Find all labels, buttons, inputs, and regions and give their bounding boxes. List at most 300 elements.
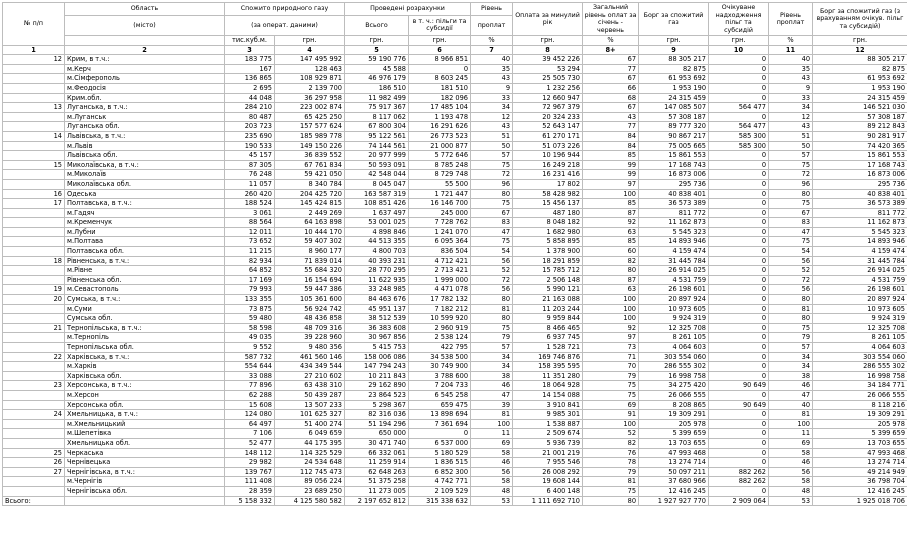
table-cell: м.Полтава	[65, 237, 225, 247]
table-cell: 4 159 474	[813, 247, 907, 257]
table-row	[3, 199, 908, 209]
table-cell: 147 495 992	[275, 55, 345, 65]
table-cell: 14 154 088	[513, 390, 583, 400]
table-cell: 88 305 217	[813, 55, 907, 65]
table-cell: 114 325 529	[275, 448, 345, 458]
table-cell: 15 456 137	[513, 199, 583, 209]
table-cell: 82 934	[225, 256, 275, 266]
table-cell: 40	[471, 55, 513, 65]
table-cell: 0	[709, 390, 769, 400]
table-cell: 63	[583, 285, 639, 295]
table-cell	[3, 390, 65, 400]
table-cell: 47	[769, 390, 813, 400]
table-cell: 1 925 018 706	[813, 496, 907, 506]
table-cell: Сумська, в т.ч.:	[65, 295, 225, 305]
table-cell: 6 537 000	[409, 438, 471, 448]
table-cell: 5	[345, 45, 409, 55]
table-cell: 7	[471, 45, 513, 55]
table-cell: 3 061	[225, 208, 275, 218]
table-cell: 96	[471, 179, 513, 189]
table-cell: 3 788 600	[409, 371, 471, 381]
table-cell: 80	[583, 266, 639, 276]
table-cell: 12 416 245	[813, 486, 907, 496]
table-cell: 75	[769, 323, 813, 333]
table-row	[3, 93, 908, 103]
table-cell: 4 531 759	[639, 275, 709, 285]
table-cell: 11 162 873	[813, 218, 907, 228]
table-cell	[3, 486, 65, 496]
table-cell: 8+	[583, 45, 639, 55]
table-cell: 24 315 459	[813, 93, 907, 103]
table-cell: 10 973 605	[813, 304, 907, 314]
table-cell: 63 438 310	[275, 381, 345, 391]
table-cell: 46 976 179	[345, 74, 409, 84]
table-row	[3, 343, 908, 353]
table-cell: 59 421 050	[275, 170, 345, 180]
table-cell: 54	[769, 247, 813, 257]
table-cell: 286 555 302	[813, 362, 907, 372]
table-cell: 5 936 739	[513, 438, 583, 448]
table-cell: 26 008 292	[513, 467, 583, 477]
table-row	[3, 74, 908, 84]
table-cell: 1 538 887	[513, 419, 583, 429]
table-cell: 11 259 914	[345, 458, 409, 468]
table-cell: 11 215	[225, 247, 275, 257]
table-cell: 0	[709, 343, 769, 353]
table-cell: 80	[769, 295, 813, 305]
table-cell: 67	[583, 103, 639, 113]
table-cell: 20 977 999	[345, 151, 409, 161]
table-cell	[3, 93, 65, 103]
table-cell: 82	[583, 256, 639, 266]
table-cell: 34	[471, 103, 513, 113]
table-cell: 40 393 231	[345, 256, 409, 266]
table-cell: 17 168 743	[813, 160, 907, 170]
table-cell: 99	[583, 170, 639, 180]
table-cell	[3, 362, 65, 372]
table-cell	[3, 266, 65, 276]
table-cell: Тернопільська, в т.ч.:	[65, 323, 225, 333]
table-cell: 163 587 319	[345, 189, 409, 199]
table-cell: 9 552	[225, 343, 275, 353]
table-cell: 82 875	[813, 64, 907, 74]
table-row	[3, 247, 908, 257]
table-cell	[3, 304, 65, 314]
table-cell: 85	[583, 151, 639, 161]
table-cell: 80	[471, 314, 513, 324]
table-cell: 90 649	[709, 400, 769, 410]
table-cell: 21 001 219	[513, 448, 583, 458]
table-cell: 0	[409, 64, 471, 74]
table-row	[3, 323, 908, 333]
table-cell: 77	[583, 64, 639, 74]
table-cell: 64 163 898	[275, 218, 345, 228]
table-cell: 100	[583, 304, 639, 314]
table-cell: 1 953 190	[813, 83, 907, 93]
table-cell: 650 000	[345, 429, 409, 439]
table-cell: 9 924 319	[813, 314, 907, 324]
table-cell: 148 112	[225, 448, 275, 458]
table-cell: 1 682 980	[513, 227, 583, 237]
table-cell: Чернігівська обл.	[65, 486, 225, 496]
table-cell: 20 897 924	[813, 295, 907, 305]
table-cell: 6 049 659	[275, 429, 345, 439]
header-payments-total: Всього	[345, 15, 409, 35]
table-cell: 145 424 815	[275, 199, 345, 209]
table-row	[3, 390, 908, 400]
header-expected: Очікуване надходження пільг та субсидій	[709, 3, 769, 36]
table-cell: 34	[471, 362, 513, 372]
table-cell: 15 861 553	[639, 151, 709, 161]
table-cell: 0	[709, 304, 769, 314]
table-cell: 0	[709, 419, 769, 429]
table-cell: 8 340 784	[275, 179, 345, 189]
table-cell: 58	[471, 448, 513, 458]
table-cell: Херсонська обл.	[65, 400, 225, 410]
table-cell: 52 643 147	[513, 122, 583, 132]
table-row	[3, 400, 908, 410]
table-cell: 0	[709, 429, 769, 439]
table-cell: 17 485 104	[409, 103, 471, 113]
table-cell: 422 795	[409, 343, 471, 353]
table-cell: 0	[709, 362, 769, 372]
table-cell: Луганська, в т.ч.:	[65, 103, 225, 113]
table-cell: 13 703 655	[639, 438, 709, 448]
table-cell: 53 294	[513, 64, 583, 74]
table-cell: 51 375 258	[345, 477, 409, 487]
table-cell: 9 924 319	[639, 314, 709, 324]
table-cell: 1 999 000	[409, 275, 471, 285]
spreadsheet	[2, 2, 907, 553]
table-cell: 17	[3, 199, 65, 209]
table-cell: 8 466 465	[513, 323, 583, 333]
table-cell: 190 533	[225, 141, 275, 151]
table-cell: м.Лубни	[65, 227, 225, 237]
table-cell: 169 746 876	[513, 352, 583, 362]
table-cell: 82 875	[639, 64, 709, 74]
table-cell: 260 420	[225, 189, 275, 199]
table-cell: 24 534 648	[275, 458, 345, 468]
table-row	[3, 151, 908, 161]
table-cell: м.Севастополь	[65, 285, 225, 295]
table-cell: 2 506 148	[513, 275, 583, 285]
table-cell: 23 689 250	[275, 486, 345, 496]
table-cell: 0	[709, 295, 769, 305]
table-cell: 52	[583, 429, 639, 439]
table-cell: 56	[471, 467, 513, 477]
table-cell: 2 538 124	[409, 333, 471, 343]
table-cell: 85	[583, 199, 639, 209]
table-cell: 67 800 304	[345, 122, 409, 132]
table-cell: 58	[769, 448, 813, 458]
table-cell: 1 637 497	[345, 208, 409, 218]
table-cell: 67	[583, 74, 639, 84]
table-cell: 84 463 676	[345, 295, 409, 305]
table-cell: 13 703 655	[813, 438, 907, 448]
table-cell: 2 909 064	[709, 496, 769, 506]
table-cell: 27	[3, 467, 65, 477]
table-cell: 5 298 367	[345, 400, 409, 410]
table-cell: 5 772 646	[409, 151, 471, 161]
table-cell: 124 080	[225, 410, 275, 420]
table-cell: 9	[471, 83, 513, 93]
table-cell: 23 864 523	[345, 390, 409, 400]
table-cell: 59 480	[225, 314, 275, 324]
units-row	[3, 36, 908, 46]
table-cell: 75 005 665	[639, 141, 709, 151]
table-cell: 6 095 364	[409, 237, 471, 247]
table-cell: 149 150 226	[275, 141, 345, 151]
table-row	[3, 55, 908, 65]
table-cell: 108 851 426	[345, 199, 409, 209]
table-cell: 55 684 320	[275, 266, 345, 276]
table-cell: 26 914 025	[639, 266, 709, 276]
table-cell: 79	[583, 467, 639, 477]
table-cell: 36 839 552	[275, 151, 345, 161]
table-cell	[3, 419, 65, 429]
table-cell: 80	[769, 314, 813, 324]
table-cell: 25	[3, 448, 65, 458]
table-cell: 34	[769, 103, 813, 113]
table-cell: 72	[769, 170, 813, 180]
table-row	[3, 227, 908, 237]
table-cell: 836 504	[409, 247, 471, 257]
table-cell: 24	[3, 410, 65, 420]
header-region: Область	[65, 3, 225, 16]
table-cell: 303 554 060	[639, 352, 709, 362]
table-cell: 5 415 753	[345, 343, 409, 353]
table-cell: 0	[709, 352, 769, 362]
table-cell: 34 538 500	[409, 352, 471, 362]
table-cell: 11 162 873	[639, 218, 709, 228]
table-cell: Чернігівська, в т.ч.:	[65, 467, 225, 477]
table-cell: 10 211 843	[345, 371, 409, 381]
table-row	[3, 179, 908, 189]
unit-cell	[65, 36, 225, 46]
table-cell: 4 531 759	[813, 275, 907, 285]
table-row	[3, 103, 908, 113]
table-cell: 6 852 300	[409, 467, 471, 477]
table-cell: 188 524	[225, 199, 275, 209]
table-cell	[3, 343, 65, 353]
header-debt: Борг за спожитий газ	[639, 3, 709, 36]
table-cell: 5 158 332	[225, 496, 275, 506]
table-cell: 87 305	[225, 160, 275, 170]
table-cell: 487 180	[513, 208, 583, 218]
gas-payments-table	[2, 2, 907, 506]
table-cell: 48 436 858	[275, 314, 345, 324]
table-cell: м.Керч	[65, 64, 225, 74]
table-cell: 52	[471, 266, 513, 276]
table-cell: 0	[709, 458, 769, 468]
table-cell: 295 736	[813, 179, 907, 189]
table-cell: 79	[769, 333, 813, 343]
table-cell: 0	[709, 83, 769, 93]
table-cell: Рівненська, в т.ч.:	[65, 256, 225, 266]
table-row	[3, 122, 908, 132]
table-cell: 8 045 047	[345, 179, 409, 189]
header-row-1	[3, 3, 908, 16]
table-cell: 10	[709, 45, 769, 55]
table-cell	[65, 496, 225, 506]
table-cell: 42 548 044	[345, 170, 409, 180]
table-row	[3, 333, 908, 343]
table-cell: 76 248	[225, 170, 275, 180]
table-cell: 26	[3, 458, 65, 468]
table-cell: м.Суми	[65, 304, 225, 314]
table-cell: 47	[769, 227, 813, 237]
table-cell: 434 349 544	[275, 362, 345, 372]
table-cell: 245 000	[409, 208, 471, 218]
table-cell: 46	[471, 381, 513, 391]
table-cell: 60	[583, 247, 639, 257]
table-cell: 11 351 280	[513, 371, 583, 381]
table-cell: 9 480 356	[275, 343, 345, 353]
table-cell: 5 399 659	[639, 429, 709, 439]
header-debt-incl: Борг за спожитий газ (з врахуванням очікув. пільг та субсидій)	[813, 3, 907, 36]
table-cell: 139 767	[225, 467, 275, 477]
table-cell	[3, 122, 65, 132]
table-cell: 52	[769, 266, 813, 276]
table-cell: 12 660 947	[513, 93, 583, 103]
table-cell: 99	[583, 160, 639, 170]
table-cell	[3, 141, 65, 151]
table-cell: 68	[583, 93, 639, 103]
table-cell: 4 898 846	[345, 227, 409, 237]
header-gas-consumed: Спожито природного газу	[225, 3, 345, 16]
table-cell: 74 144 561	[345, 141, 409, 151]
header-level-sub: проплат	[471, 15, 513, 35]
table-cell: 4 742 771	[409, 477, 471, 487]
table-cell: 81	[583, 477, 639, 487]
header-no: № п/п	[3, 3, 65, 46]
table-cell: 34	[769, 352, 813, 362]
table-cell: 90 281 917	[813, 131, 907, 141]
table-cell: 44 513 355	[345, 237, 409, 247]
table-cell: 45 951 137	[345, 304, 409, 314]
table-cell: 57	[769, 343, 813, 353]
table-row	[3, 371, 908, 381]
table-cell: 4 159 474	[639, 247, 709, 257]
table-cell: 50	[471, 141, 513, 151]
table-cell: 80	[471, 295, 513, 305]
table-cell: 100	[471, 419, 513, 429]
table-cell: Львівська, в т.ч.:	[65, 131, 225, 141]
table-cell: 92	[583, 218, 639, 228]
table-row	[3, 208, 908, 218]
table-cell: 30 471 740	[345, 438, 409, 448]
table-cell: 36 297 958	[275, 93, 345, 103]
table-cell: 0	[709, 151, 769, 161]
table-cell: 80 487	[225, 112, 275, 122]
table-cell: м.Сімферополь	[65, 74, 225, 84]
table-cell: 56	[769, 285, 813, 295]
table-cell: 64 497	[225, 419, 275, 429]
table-cell: 8 261 105	[639, 333, 709, 343]
table-row	[3, 218, 908, 228]
table-cell: 39 228 960	[275, 333, 345, 343]
table-cell	[3, 314, 65, 324]
table-cell: 26 773 523	[409, 131, 471, 141]
table-cell: 58	[471, 477, 513, 487]
table-cell: 35	[471, 64, 513, 74]
table-cell: 15 861 553	[813, 151, 907, 161]
table-cell: 185 989 778	[275, 131, 345, 141]
table-cell: 7 182 212	[409, 304, 471, 314]
table-cell: 8 118 216	[813, 400, 907, 410]
table-cell: 0	[709, 256, 769, 266]
table-cell: Всього:	[3, 496, 65, 506]
table-cell: 167	[225, 64, 275, 74]
table-cell: 69	[471, 438, 513, 448]
table-cell: 585 300	[709, 141, 769, 151]
table-cell: 48	[769, 486, 813, 496]
table-cell: 15	[3, 160, 65, 170]
table-cell: 33 088	[225, 371, 275, 381]
table-cell	[3, 429, 65, 439]
table-cell: 36 383 608	[345, 323, 409, 333]
table-cell: 5 545 323	[639, 227, 709, 237]
table-cell: 54	[471, 247, 513, 257]
table-cell: 13 274 714	[639, 458, 709, 468]
table-cell: Хмельницька обл.	[65, 438, 225, 448]
table-cell: 1 721 447	[409, 189, 471, 199]
table-cell: 49 035	[225, 333, 275, 343]
table-cell: 50 593 091	[345, 160, 409, 170]
table-cell: 10 444 170	[275, 227, 345, 237]
table-cell: 21 000 877	[409, 141, 471, 151]
table-row	[3, 362, 908, 372]
table-cell: 61 953 692	[639, 74, 709, 84]
table-cell: 69	[769, 438, 813, 448]
table-cell	[3, 333, 65, 343]
table-cell: 13 898 694	[409, 410, 471, 420]
table-row	[3, 314, 908, 324]
table-cell: 8 208 865	[639, 400, 709, 410]
table-cell: Хмельницька, в т.ч.:	[65, 410, 225, 420]
table-cell: 96	[769, 179, 813, 189]
table-row	[3, 458, 908, 468]
table-cell: 81	[471, 410, 513, 420]
table-cell: 16 146 700	[409, 199, 471, 209]
table-cell: 186 510	[345, 83, 409, 93]
table-cell: 30 749 900	[409, 362, 471, 372]
table-cell: 147 085 507	[639, 103, 709, 113]
table-cell: 56	[471, 285, 513, 295]
table-cell: 51	[769, 131, 813, 141]
table-row	[3, 304, 908, 314]
table-cell: 11 203 244	[513, 304, 583, 314]
table-row	[3, 438, 908, 448]
table-cell: 19 309 291	[813, 410, 907, 420]
table-cell: 58 598	[225, 323, 275, 333]
table-cell: Харківська, в т.ч.:	[65, 352, 225, 362]
table-cell: 315 338 632	[409, 496, 471, 506]
table-cell: 73 652	[225, 237, 275, 247]
table-cell: 2 695	[225, 83, 275, 93]
table-cell: 8 117 062	[345, 112, 409, 122]
table-cell: 77	[583, 122, 639, 132]
table-cell: Крим.обл.	[65, 93, 225, 103]
table-cell: 20	[3, 295, 65, 305]
table-cell	[3, 74, 65, 84]
table-cell: 45 588	[345, 64, 409, 74]
table-cell: 12 011	[225, 227, 275, 237]
table-cell: 7 955 546	[513, 458, 583, 468]
unit-cell: грн.	[813, 36, 907, 46]
table-cell: 61 270 171	[513, 131, 583, 141]
table-cell: 67	[769, 208, 813, 218]
